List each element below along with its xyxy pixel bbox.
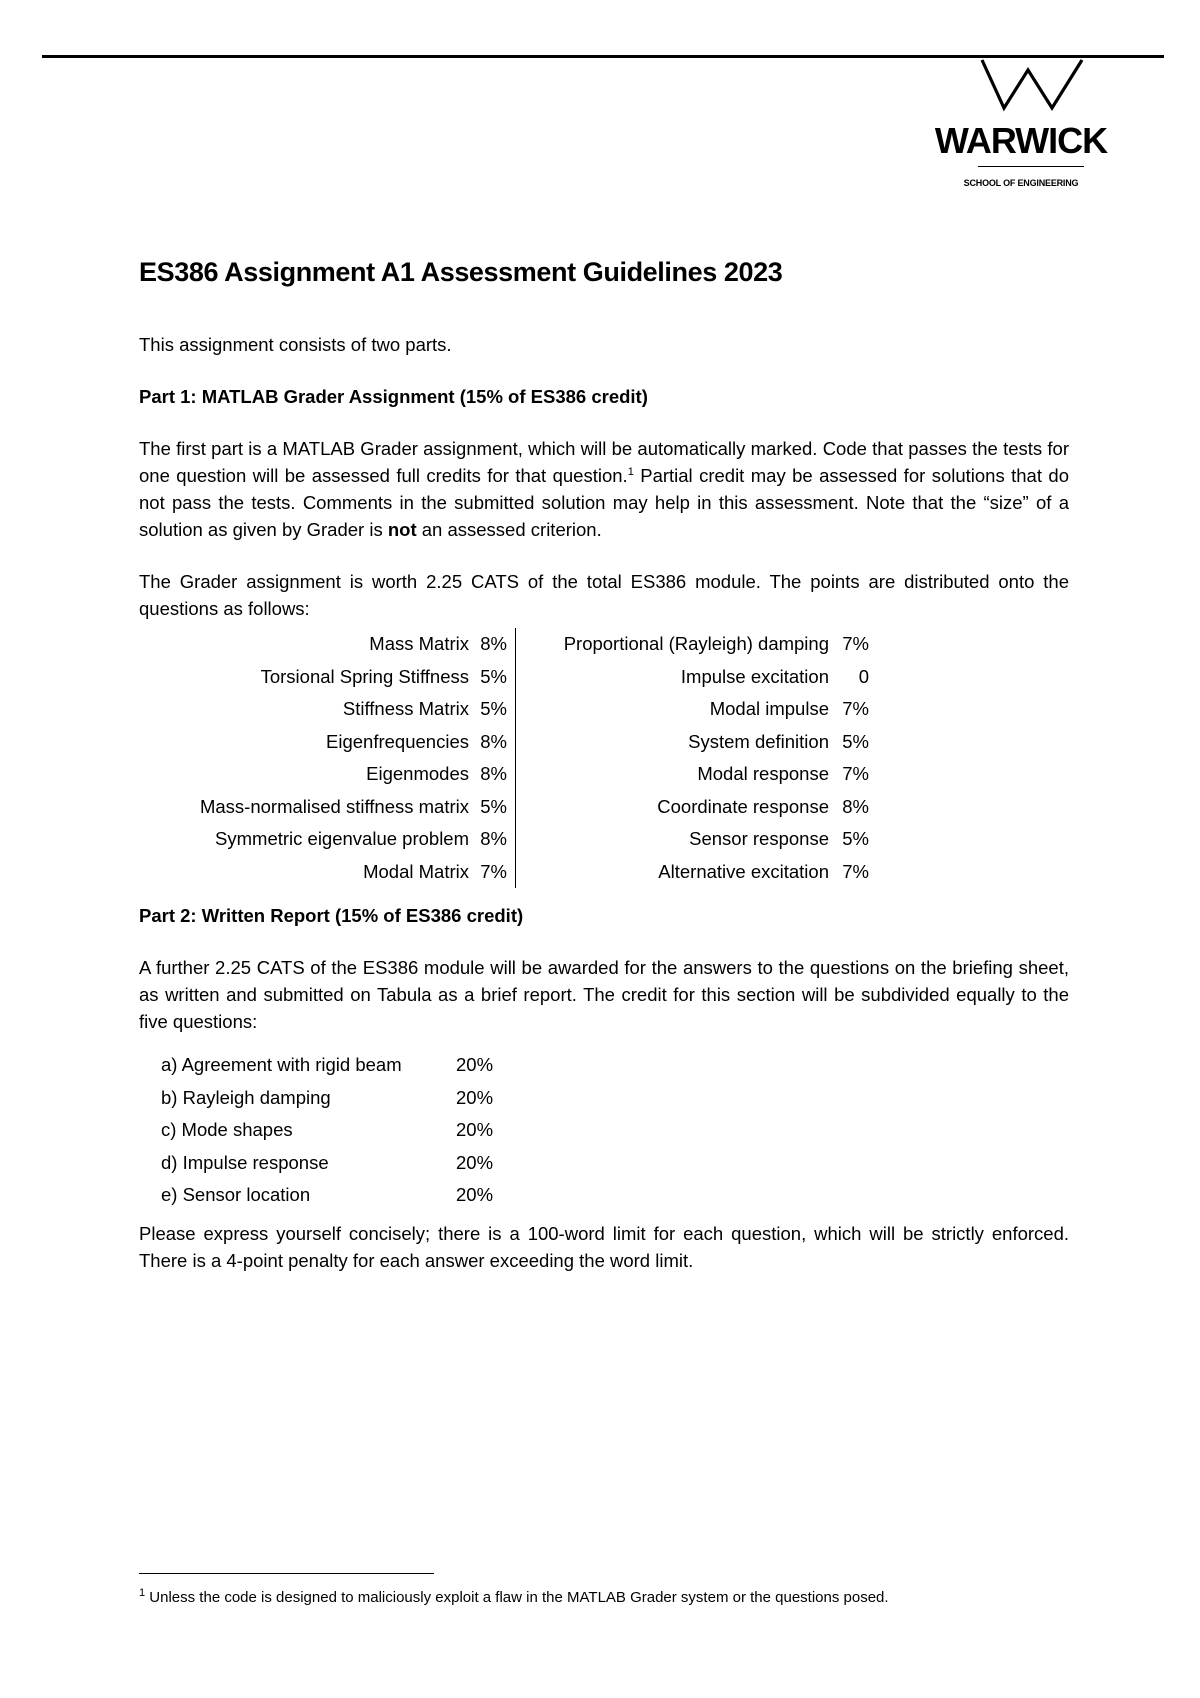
left-question-label: Mass-normalised stiffness matrix (199, 795, 469, 817)
report-question-label: a) Agreement with rigid beam (161, 1054, 402, 1075)
part1-text-bold: not (387, 519, 417, 540)
report-question-value: 20% (456, 1119, 494, 1140)
report-question-value: 20% (456, 1086, 494, 1108)
footnote-reference: 1 (627, 465, 634, 478)
document-body (139, 255, 1069, 1299)
points-row (139, 628, 869, 661)
report-row (161, 1049, 493, 1082)
left-question-value: 8% (480, 730, 507, 752)
right-question-value: 0 (858, 665, 869, 687)
left-question-value: 8% (480, 763, 507, 784)
right-question-label: Sensor response (516, 823, 830, 856)
report-question-label: c) Mode shapes (161, 1119, 293, 1140)
right-question-label: Proportional (Rayleigh) damping (516, 628, 830, 661)
word-limit-paragraph: Please express yourself concisely; there is a 100-word limit for each question, which will be strictly enforced. There is a 4-point penalty for each answer exceeding the word limit. (139, 1222, 1069, 1271)
right-question-value: 7% (842, 763, 869, 784)
right-question-value: 5% (842, 730, 869, 752)
part2-paragraph: A further 2.25 CATS of the ES386 module will be awarded for the answers to the questions on the briefing sheet, as written and submitted on Tabula as a brief report. The credit for this section will be subdivided equally to the five questions: (139, 957, 1069, 1032)
right-question-value: 7% (842, 698, 869, 719)
report-question-value: 20% (456, 1184, 494, 1205)
right-question-label: Modal impulse (516, 693, 830, 726)
points-row (139, 856, 869, 889)
report-question-value: 20% (456, 1151, 494, 1173)
footnote-number: 1 (139, 1587, 146, 1599)
warwick-w-mark-icon (978, 58, 1088, 113)
left-question-label: Eigenmodes (366, 763, 469, 784)
page-title: ES386 Assignment A1 Assessment Guidelines 2023 (139, 257, 783, 287)
right-question-value: 7% (842, 860, 869, 882)
report-row (161, 1147, 493, 1180)
left-question-value: 5% (480, 698, 507, 719)
points-row (139, 791, 869, 824)
report-row (161, 1114, 493, 1147)
right-question-value: 7% (842, 633, 869, 654)
points-row (139, 823, 869, 856)
part1-points-intro: The Grader assignment is worth 2.25 CATS of the total ES386 module. The points are distributed onto the questions as follows: (139, 571, 1069, 619)
right-question-label: Alternative excitation (516, 856, 830, 889)
left-question-value: 7% (480, 860, 507, 882)
right-question-label: Modal response (516, 758, 830, 791)
right-question-label: System definition (516, 726, 830, 759)
right-question-value: 8% (842, 795, 869, 817)
report-question-label: e) Sensor location (161, 1184, 311, 1205)
right-question-value: 5% (842, 828, 869, 849)
part1-text-c: an assessed criterion. (416, 519, 602, 540)
left-question-value: 5% (480, 665, 507, 687)
left-question-value: 8% (480, 828, 507, 849)
report-question-label: b) Rayleigh damping (161, 1086, 331, 1108)
points-row (139, 661, 869, 694)
grader-points-table (139, 628, 869, 888)
warwick-logo (930, 58, 1130, 193)
points-row (139, 693, 869, 726)
footnote-text: Unless the code is designed to maliciously exploit a flaw in the MATLAB Grader system or the questions posed. (145, 1589, 889, 1606)
part1-text-a: The first part is a MATLAB Grader assignment, which will be automatically marked. Code that passes the tests for one question will be assessed full credits for that question. (139, 438, 1069, 486)
logo-subtitle: SCHOOL OF ENGINEERING (963, 178, 1079, 188)
left-question-label: Mass Matrix (369, 633, 469, 654)
logo-wordmark: WARWICK (934, 120, 1108, 161)
report-questions-table (161, 1049, 493, 1212)
report-question-label: d) Impulse response (161, 1151, 329, 1173)
report-row (161, 1179, 493, 1212)
right-question-label: Impulse excitation (516, 661, 830, 694)
intro-paragraph: This assignment consists of two parts. (139, 334, 452, 355)
left-question-label: Stiffness Matrix (342, 698, 469, 719)
part1-heading: Part 1: MATLAB Grader Assignment (15% of ES386 credit) (139, 386, 648, 407)
right-question-label: Coordinate response (516, 791, 830, 824)
points-row (139, 758, 869, 791)
report-row (161, 1082, 493, 1115)
left-question-label: Modal Matrix (363, 860, 469, 882)
points-row (139, 726, 869, 759)
footnote (139, 1588, 889, 1608)
report-question-value: 20% (456, 1054, 494, 1075)
logo-divider (978, 166, 1084, 167)
part1-paragraph (139, 435, 1069, 543)
left-question-value: 5% (480, 795, 507, 817)
footnote-rule (139, 1573, 434, 1574)
left-question-label: Symmetric eigenvalue problem (215, 828, 469, 849)
part2-heading: Part 2: Written Report (15% of ES386 credit) (139, 905, 524, 926)
part1-text-b: Partial credit may be assessed for solutions that do not pass the tests. Comments in the submitted solution may help in this assessment. Note that the “size” of a solution as given by Grader is (139, 465, 1069, 540)
left-question-label: Torsional Spring Stiffness (260, 665, 469, 687)
left-question-value: 8% (480, 633, 507, 654)
left-question-label: Eigenfrequencies (326, 730, 469, 752)
